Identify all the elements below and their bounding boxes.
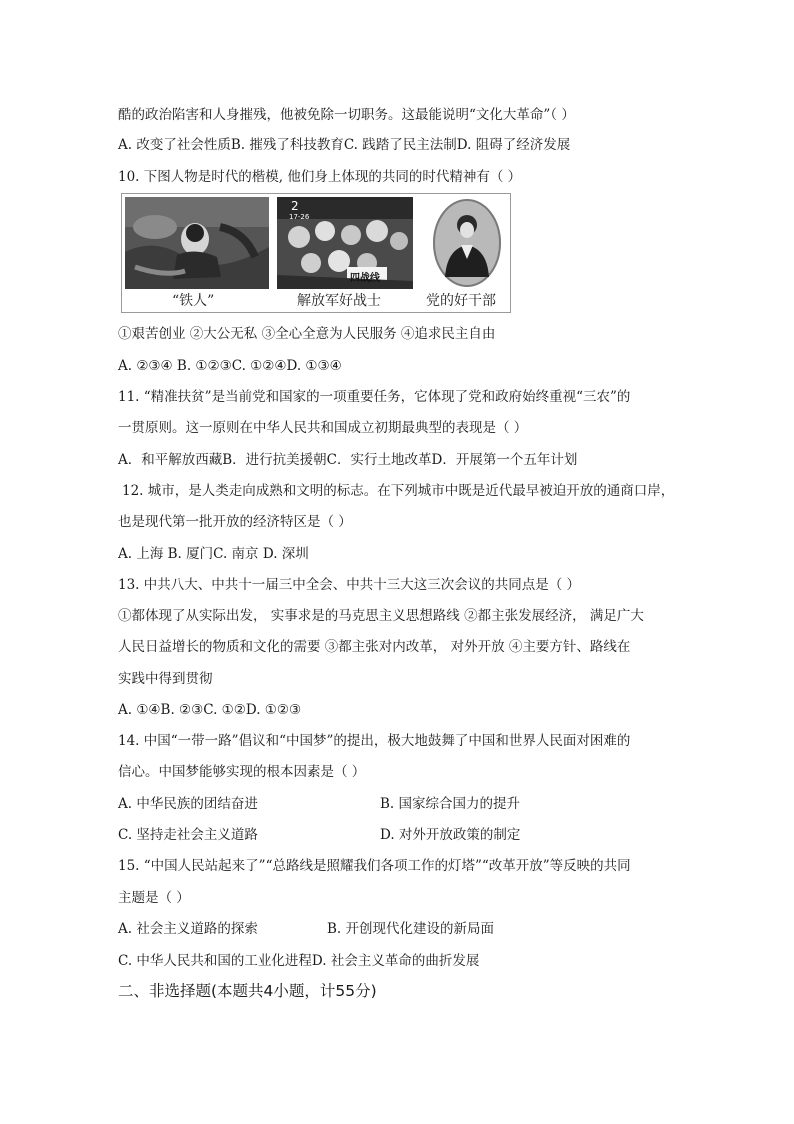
question-10-statements: ①艰苦创业 ②大公无私 ③全心全意为人民服务 ④追求民主自由 <box>118 326 496 342</box>
photo-sign-text: 四战线 <box>350 273 380 284</box>
question-15-option-b: B. 开创现代化建设的新局面 <box>327 921 495 937</box>
question-10-stem: 10. 下图人物是时代的楷模, 他们身上体现的共同的时代精神有（ ） <box>118 169 522 185</box>
question-12-stem-1: 12. 城市，是人类走向成熟和文明的标志。在下列城市中既是近代最早被迫开放的通商口岸， <box>122 483 675 499</box>
question-14-stem-1: 14. 中国“一带一路”倡议和“中国梦”的提出，极大地鼓舞了中国和世界人民面对困难的 <box>118 733 631 749</box>
question-13-stem: 13. 中共八大、中共十一届三中全会、中共十三大这三次会议的共同点是（ ） <box>118 577 581 593</box>
question-14-stem-2: 信心。中国梦能够实现的根本因素是（ ） <box>118 764 366 780</box>
question-14-option-a: A. 中华民族的团结奋进 <box>118 796 258 812</box>
question-10-figure <box>121 193 511 313</box>
section-2-heading: 二、非选择题(本题共4小题，计55分) <box>118 982 377 1000</box>
question-10-options: A. ②③④ B. ①②③C. ①②④D. ①③④ <box>118 358 342 374</box>
question-15-options-cd: C. 中华人民共和国的工业化进程D. 社会主义革命的曲折发展 <box>118 953 480 969</box>
question-9-continuation: 酷的政治陷害和人身摧残，他被免除一切职务。这最能说明“文化大革命”（ ） <box>118 107 575 123</box>
caption-iron-man: “铁人” <box>172 293 215 309</box>
question-13-statements-1: ①都体现了从实际出发， 实事求是的马克思主义思想路线 ②都主张发展经济， 满足广大 <box>118 608 644 624</box>
question-12-options: A. 上海 B. 厦门C. 南京 D. 深圳 <box>118 546 309 562</box>
question-11-options: A．和平解放西藏B．进行抗美援朝C．实行土地改革D．开展第一个五年计划 <box>118 452 578 468</box>
photo-pla-soldier <box>277 197 413 289</box>
question-15-option-a: A. 社会主义道路的探索 <box>118 921 258 937</box>
photo-number-label: 2 <box>291 199 299 213</box>
question-13-statements-3: 实践中得到贯彻 <box>118 671 213 687</box>
caption-good-cadre: 党的好干部 <box>426 293 496 309</box>
question-13-statements-2: 人民日益增长的物质和文化的需要 ③都主张对内改革， 对外开放 ④主要方针、路线在 <box>118 639 631 655</box>
question-11-stem-2: 一贯原则。这一原则在中华人民共和国成立初期最典型的表现是（ ） <box>118 420 528 436</box>
question-15-stem-2: 主题是（ ） <box>118 890 190 906</box>
question-13-options: A. ①④B. ②③C. ①②D. ①②③ <box>118 702 302 718</box>
photo-small-label: 17-26 <box>289 213 310 221</box>
question-9-options: A. 改变了社会性质B. 摧残了科技教育C. 践踏了民主法制D. 阻碍了经济发展 <box>118 137 571 153</box>
caption-pla-soldier: 解放军好战士 <box>297 293 381 309</box>
question-14-option-c: C. 坚持走社会主义道路 <box>118 827 258 843</box>
question-15-stem-1: 15. “中国人民站起来了”“总路线是照耀我们各项工作的灯塔”“改革开放”等反映的共同 <box>118 858 631 874</box>
photo-good-cadre <box>427 197 507 289</box>
question-11-stem-1: 11. “精准扶贫”是当前党和国家的一项重要任务，它体现了党和政府始终重视“三农”的 <box>118 389 631 405</box>
question-12-stem-2: 也是现代第一批开放的经济特区是（ ） <box>118 514 352 530</box>
question-14-option-b: B. 国家综合国力的提升 <box>380 796 521 812</box>
photo-iron-man <box>125 197 269 289</box>
question-14-option-d: D. 对外开放政策的制定 <box>380 827 521 843</box>
